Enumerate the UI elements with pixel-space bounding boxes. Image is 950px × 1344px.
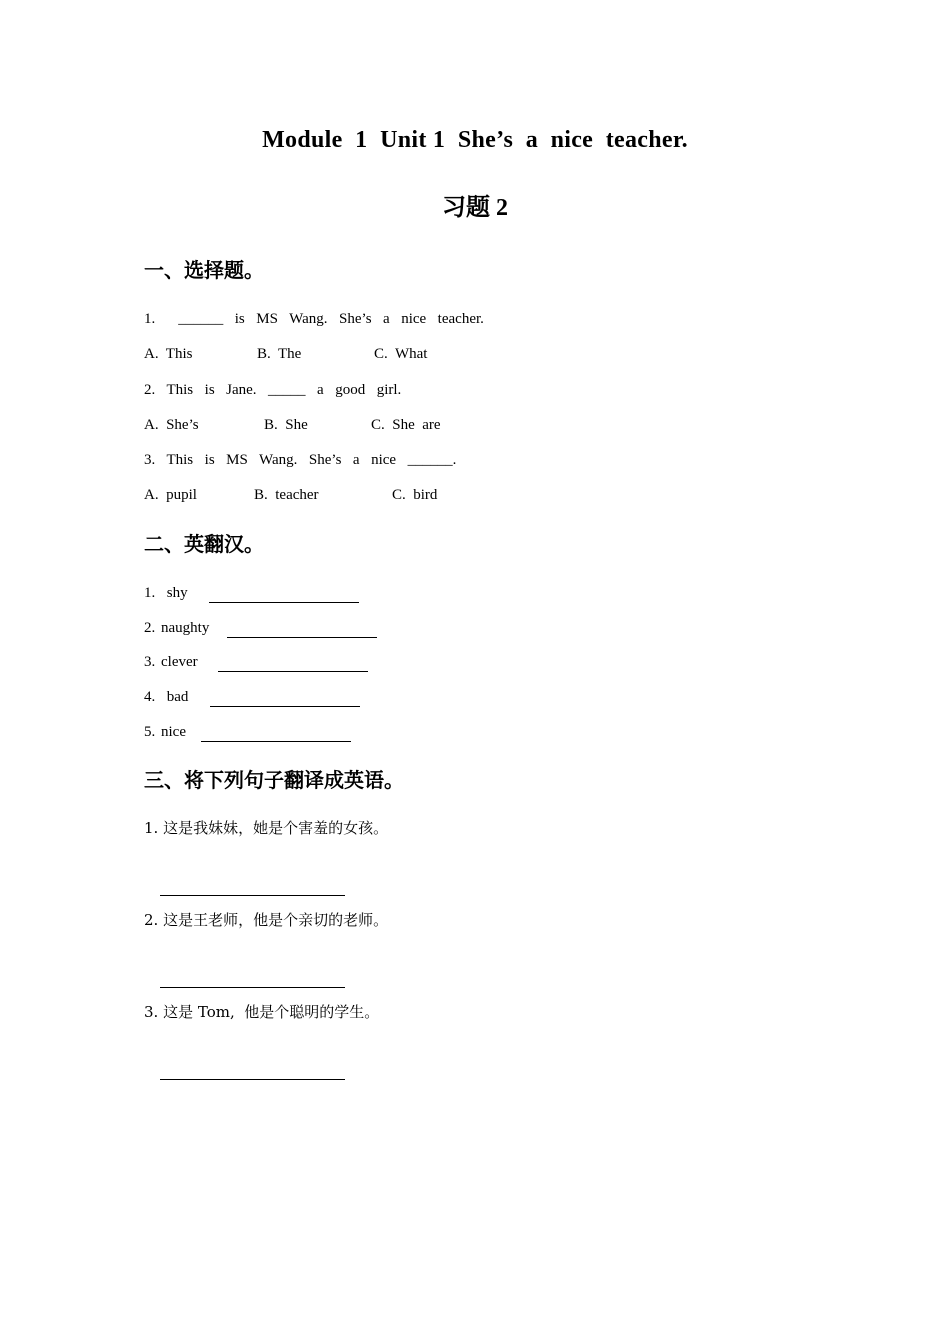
translation-answer-line-3[interactable]: [160, 1079, 345, 1080]
question-1-text: 1. ______ is MS Wang. She’s a nice teacher.: [144, 311, 484, 327]
question-2-text: 2. This is Jane. _____ a good girl.: [144, 382, 402, 398]
question-1-option-b: B. The: [257, 346, 302, 362]
vocab-item-shy: 1. shy: [144, 585, 188, 601]
question-3-option-a: A. pupil: [144, 487, 197, 503]
question-3-text: 3. This is MS Wang. She’s a nice ______.: [144, 452, 457, 468]
question-2-option-c: C. She are: [371, 417, 441, 433]
translation-sentence-1: 1. 这是我妹妹，她是个害羞的女孩。: [144, 819, 389, 837]
translation-answer-line-2[interactable]: [160, 987, 345, 988]
vocab-item-bad: 4. bad: [144, 689, 189, 705]
translation-answer-line-1[interactable]: [160, 895, 345, 896]
section-heading-translate-to-english: 三、将下列句子翻译成英语。: [144, 768, 404, 792]
question-2-option-a: A. She’s: [144, 417, 199, 433]
translation-sentence-2: 2. 这是王老师，他是个亲切的老师。: [144, 911, 389, 929]
vocab-item-naughty: 2. naughty: [144, 620, 210, 636]
vocab-item-clever: 3. clever: [144, 654, 198, 670]
question-1-option-a: A. This: [144, 346, 193, 362]
answer-blank-nice[interactable]: [201, 741, 351, 742]
answer-blank-bad[interactable]: [210, 706, 360, 707]
answer-blank-naughty[interactable]: [227, 637, 377, 638]
section-heading-multiple-choice: 一、选择题。: [144, 258, 264, 282]
page-title: Module 1 Unit 1 She’s a nice teacher.: [262, 127, 688, 153]
question-3-option-b: B. teacher: [254, 487, 319, 503]
answer-blank-shy[interactable]: [209, 602, 359, 603]
question-1-option-c: C. What: [374, 346, 428, 362]
question-2-option-b: B. She: [264, 417, 308, 433]
vocab-item-nice: 5. nice: [144, 724, 186, 740]
translation-sentence-3: 3. 这是 Tom, 他是个聪明的学生。: [144, 1003, 380, 1021]
section-heading-english-to-chinese: 二、英翻汉。: [144, 532, 264, 556]
answer-blank-clever[interactable]: [218, 671, 368, 672]
page-subtitle: 习题 2: [442, 195, 508, 221]
question-3-option-c: C. bird: [392, 487, 438, 503]
